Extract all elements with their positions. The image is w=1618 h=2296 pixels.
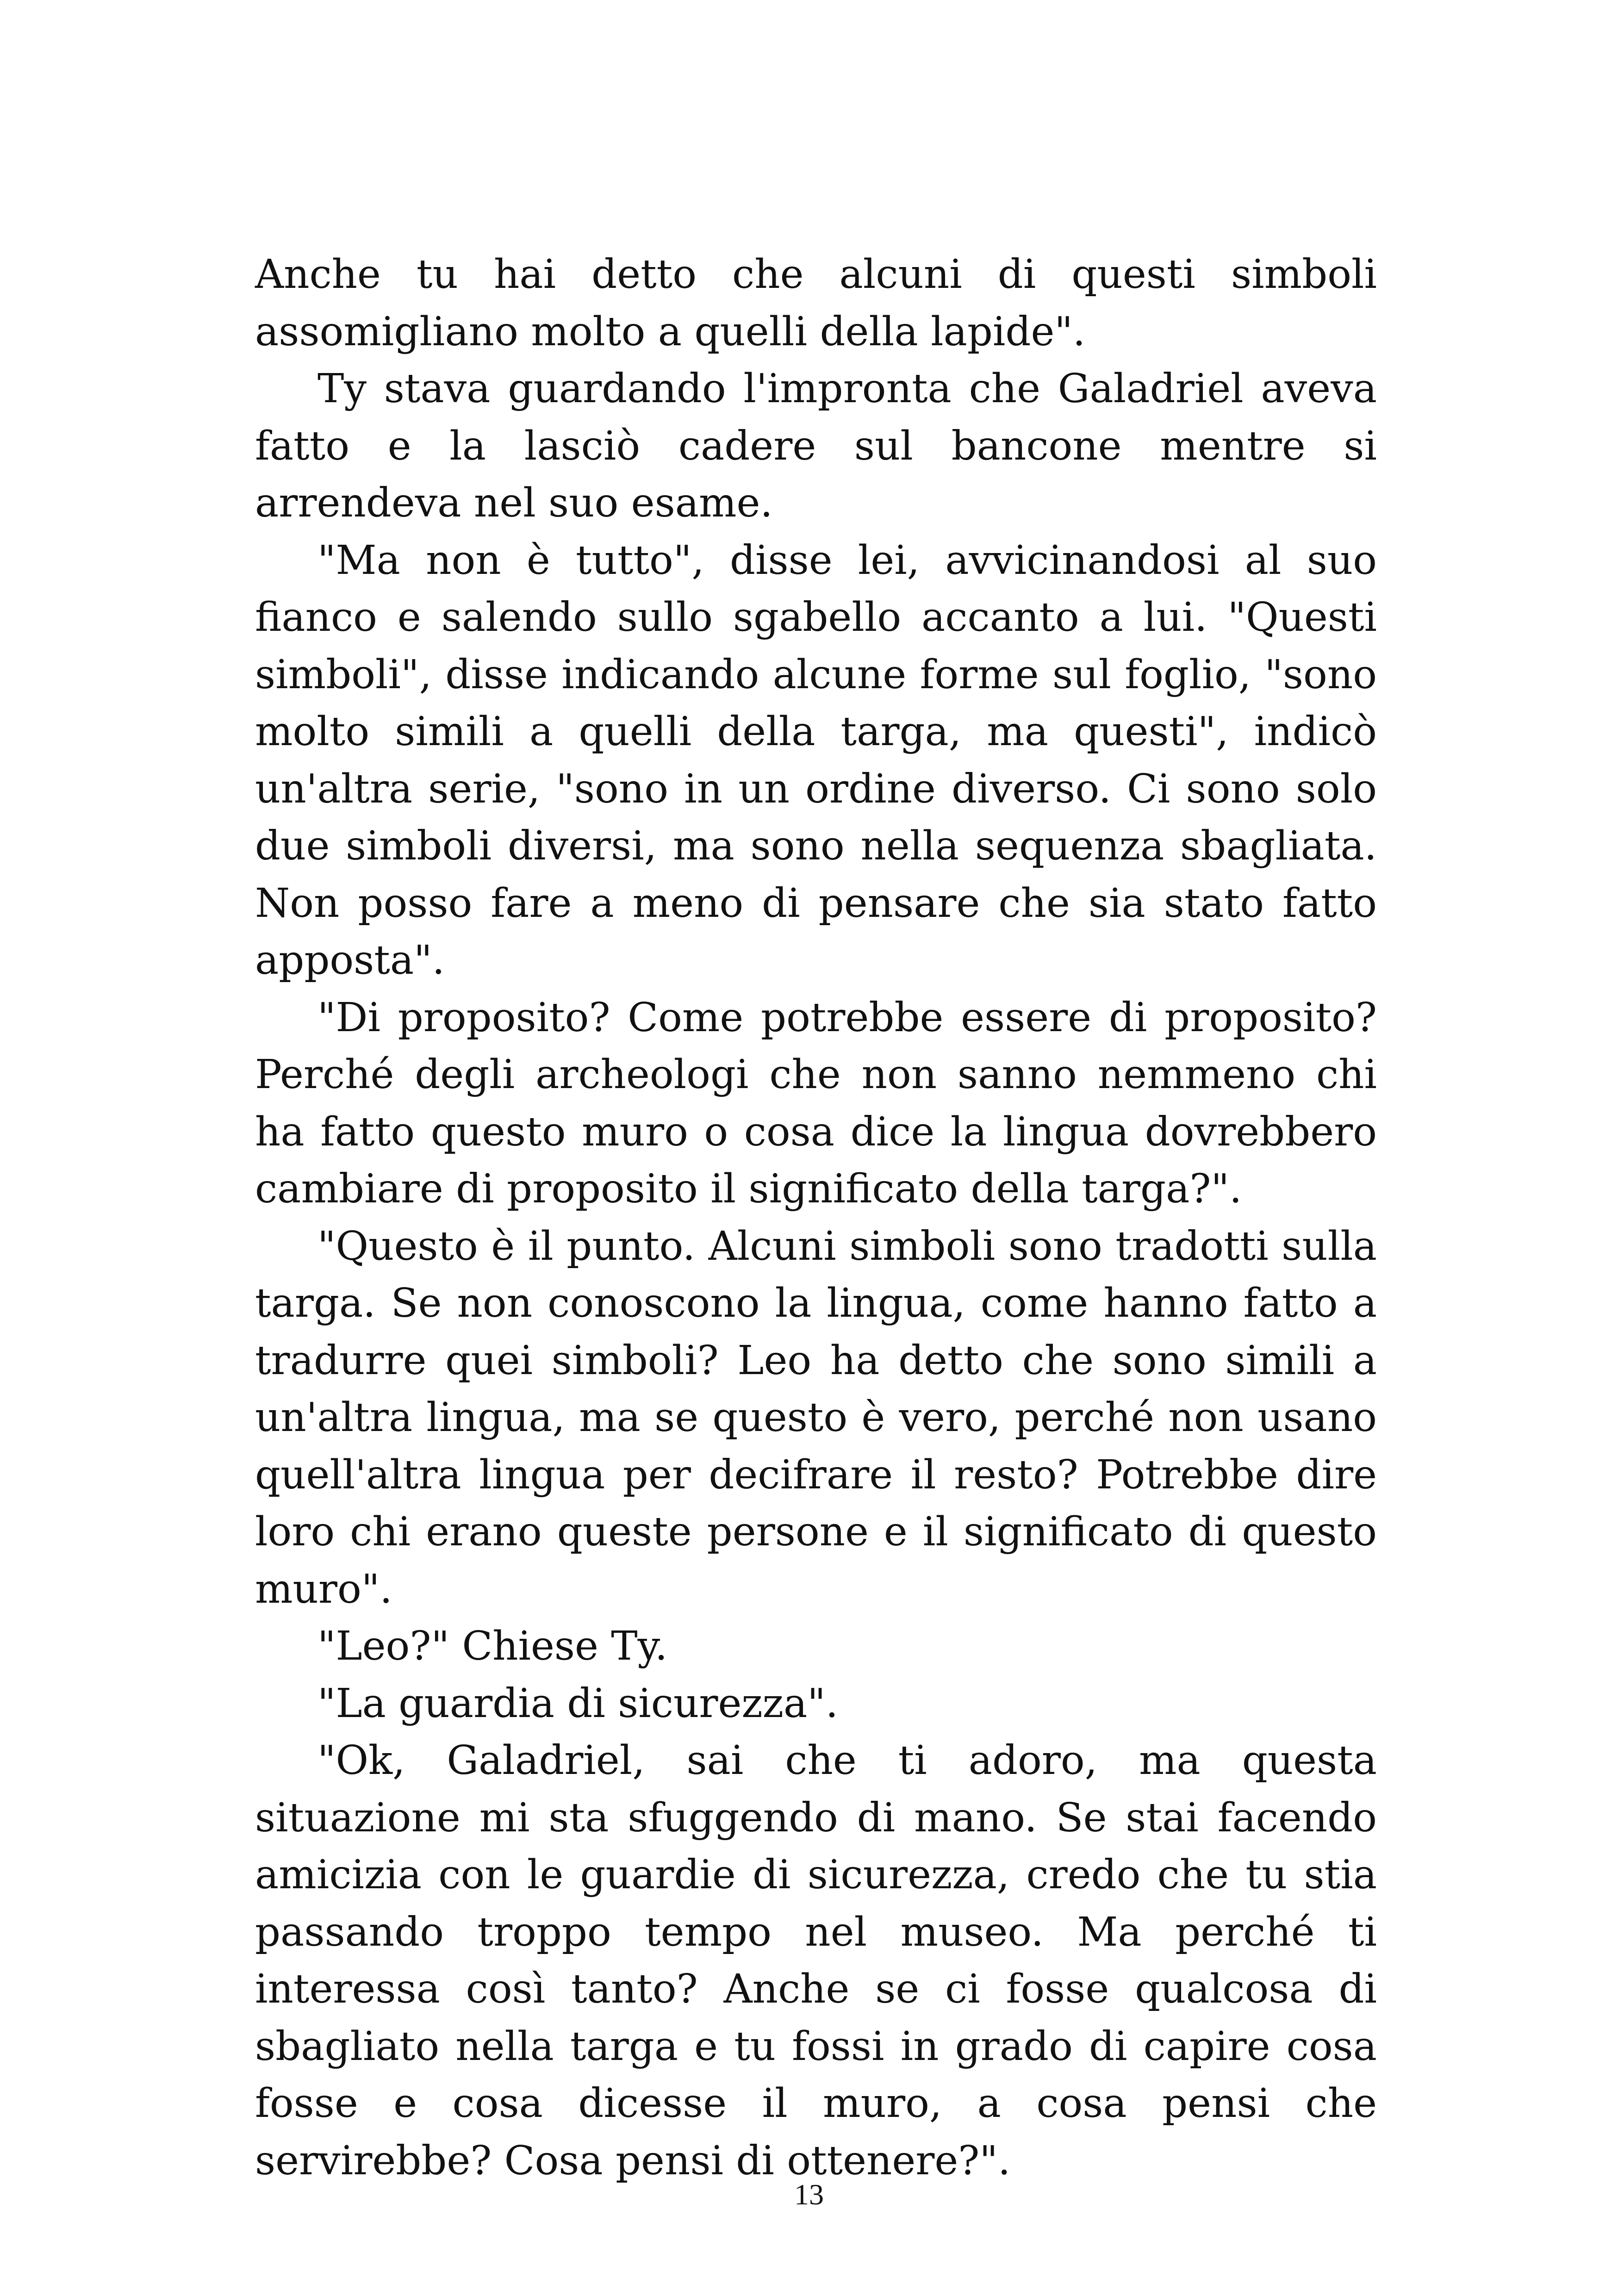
paragraph-6: "Leo?" Chiese Ty. — [317, 1623, 668, 1669]
body-text — [255, 246, 1377, 2190]
page-number: 13 — [794, 2178, 824, 2211]
paragraph-2: Ty stava guardando l'impronta che Galadriel aveva fatto e la lasciò cadere sul bancone mentre si arrendeva nel suo esame. — [255, 366, 1377, 526]
paragraph-4: "Di proposito? Come potrebbe essere di proposito? Perché degli archeologi che non sanno nemmeno chi ha fatto questo muro o cosa dice la lingua dovrebbero cambiare di proposito il significato della targa?". — [255, 994, 1377, 1212]
paragraph-3: "Ma non è tutto", disse lei, avvicinandosi al suo fianco e salendo sullo sgabello accanto a lui. "Questi simboli", disse indicando alcune forme sul foglio, "sono molto simili a quelli della targa, ma questi", indicò un'altra serie, "sono in un ordine diverso. Ci sono solo due simboli diversi, ma sono nella sequenza sbagliata. Non posso fare a meno di pensare che sia stato fatto apposta". — [255, 537, 1377, 983]
paragraph-7: "La guardia di sicurezza". — [317, 1680, 839, 1727]
paragraph-5: "Questo è il punto. Alcuni simboli sono tradotti sulla targa. Se non conoscono la lingua, come hanno fatto a tradurre quei simboli? Leo ha detto che sono simili a un'altra lingua, ma se questo è vero, perché non usano quell'altra lingua per decifrare il resto? Potrebbe dire loro chi erano queste persone e il significato di questo muro". — [255, 1223, 1377, 1612]
paragraph-1: Anche tu hai detto che alcuni di questi simboli assomigliano molto a quelli della lapide". — [255, 251, 1377, 355]
paragraph-8: "Ok, Galadriel, sai che ti adoro, ma questa situazione mi sta sfuggendo di mano. Se stai facendo amicizia con le guardie di sicurezza, credo che tu stia passando troppo tempo nel museo. Ma perché ti interessa così tanto? Anche se ci fosse qualcosa di sbagliato nella targa e tu fossi in grado di capire cosa fosse e cosa dicesse il muro, a cosa pensi che servirebbe? Cosa pensi di ottenere?". — [255, 1737, 1377, 2184]
